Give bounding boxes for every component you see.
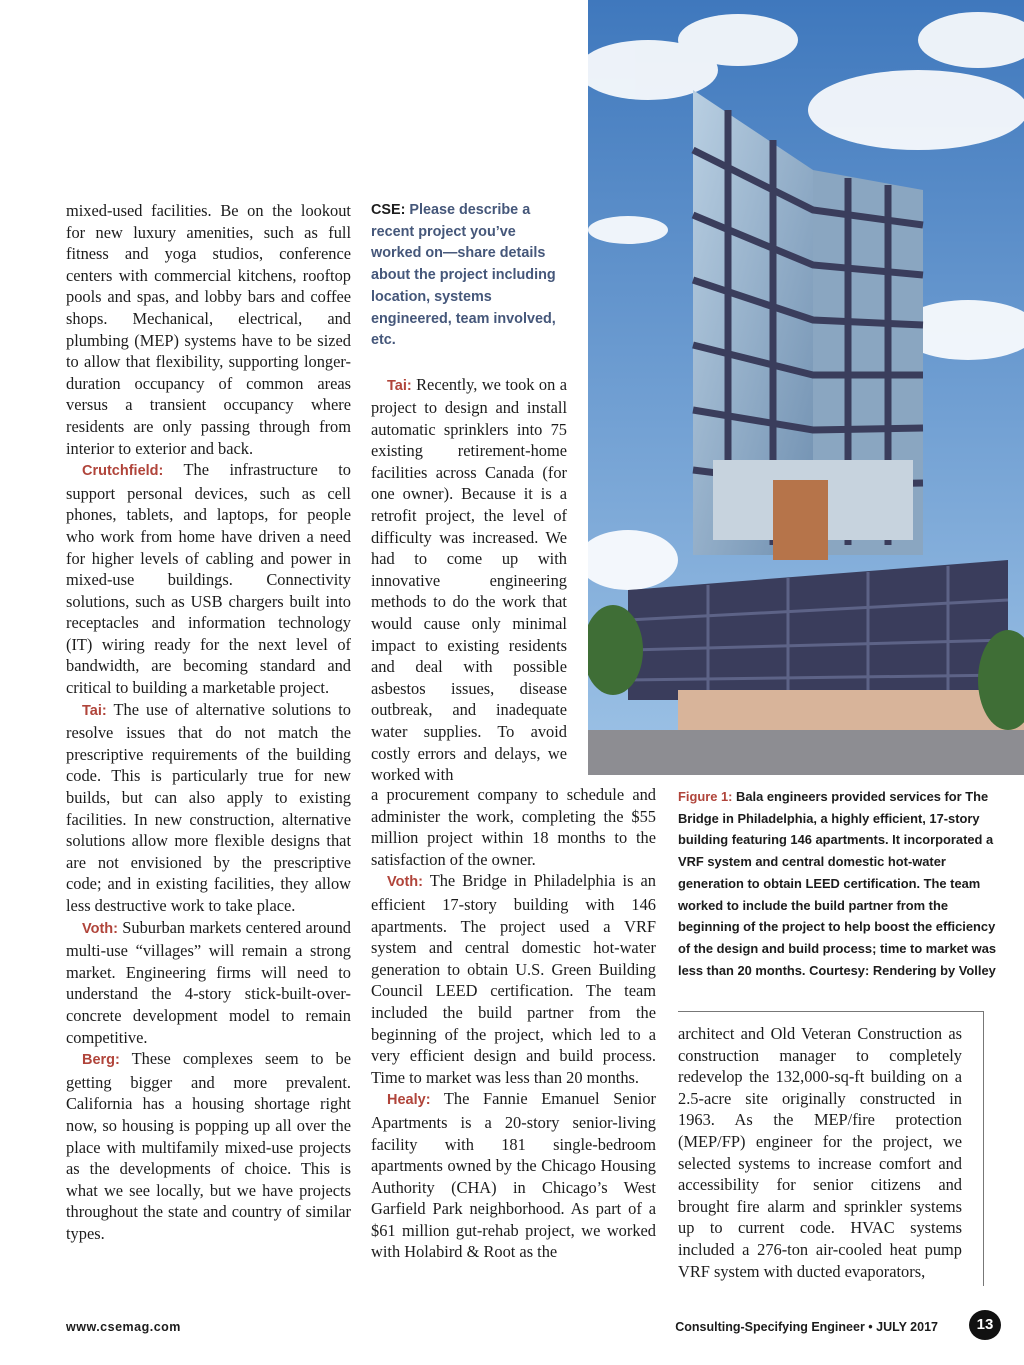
- figure-caption: [678, 786, 1008, 981]
- footer-website-link[interactable]: www.csemag.com: [66, 1320, 181, 1334]
- speaker-name: Berg:: [82, 1052, 120, 1069]
- paragraph: Crutchfield: The infrastructure to support personal devices, such as cell phones, tablets, and laptops, for people who work from home have driven a need for higher levels of cabling and power in mixed-use buildings. Connectivity solutions, such as USB chargers built into receptacles and information technology (IT) wiring ready for the next level of bandwidth, are becoming standard and critical to building a marketable project.: [66, 460, 351, 698]
- page-number-badge: 13: [969, 1310, 1001, 1340]
- paragraph: architect and Old Veteran Construction as construction manager to completely redevelop the 132,000-sq-ft building on a 2.5-acre site originally constructed in 1963. As the MEP/fire protection (MEP/FP) engineer for the project, we selected systems to increase comfort and accessibility for senior citizens and brought fire alarm and sprinkler systems up to current code. HVAC systems included a 276-ton air-cooled heat pump VRF system with ducted evaporators,: [678, 1024, 962, 1281]
- article-column-1: [66, 200, 351, 1245]
- speaker-name: Voth:: [82, 920, 118, 937]
- speaker-name: Crutchfield:: [82, 463, 164, 480]
- caption-text: Bala engineers provided services for The Bridge in Philadelphia, a highly efficient, 17-story building featuring 146 apartments. It incorporated a VRF system and central domestic hot-water generation to obtain LEED certification. The team worked to include the build partner from the beginning of the project to help boost the efficiency of the design and build process; time to market was less than 20 months. Courtesy: Rendering by Volley: [678, 789, 997, 978]
- speaker-name: Tai:: [82, 702, 107, 719]
- speaker-name: Voth:: [387, 874, 423, 891]
- article-column-3: [678, 1023, 962, 1282]
- article-column-2-bottom: [371, 784, 656, 1263]
- divider: [983, 1011, 984, 1286]
- article-column-2-top: [371, 200, 567, 786]
- building-rendering-photo: [588, 0, 1024, 775]
- speaker-name: Healy:: [387, 1092, 431, 1109]
- interview-question: CSE: Please describe a recent project you’ve worked on—share details about the project including location, systems engineered, team involved, etc.: [371, 202, 556, 349]
- figure-label: Figure 1:: [678, 789, 733, 804]
- paragraph: Tai: Recently, we took on a project to design and install automatic sprinklers into 75 existing retirement-home facilities across Canada (for one owner). Because it is a retrofit project, the level of difficulty was increased. We had to come up with innovative engineering methods to do the work that would cause only minimal impact to existing residents and deal with possible asbestos issues, disease outbreak, and inadequate water supplies. To avoid costly errors and delays, we worked with: [371, 374, 567, 785]
- speaker-name: Tai:: [387, 377, 412, 394]
- paragraph: Voth: Suburban markets centered around multi-use “villages” will remain a strong market. Engineering firms will need to understand the 4-story stick-built-over-concrete development model to remain competitive.: [66, 917, 351, 1047]
- paragraph: Voth: The Bridge in Philadelphia is an efficient 17-story building with 146 apartments. The project used a VRF system and central domestic hot-water generation to obtain U.S. Green Building Council LEED certification. The team included the build partner from the beginning of the project, which led to a very efficient design and build process. Time to market was less than 20 months.: [371, 871, 656, 1087]
- divider: [678, 1011, 984, 1012]
- footer-magazine-issue: Consulting-Specifying Engineer • JULY 2017: [675, 1320, 938, 1334]
- paragraph: mixed-used facilities. Be on the lookout for new luxury amenities, such as full fitness and yoga studios, conference centers with commercial kitchens, rooftop pools and spas, and lobby bars and coffee shops. Mechanical, electrical, and plumbing (MEP) systems have to be sized to allow that flexibility, supporting longer-duration occupancy of common areas versus a transient occupancy where residents are only passing through from interior to exterior and back.: [66, 201, 351, 458]
- paragraph: Berg: These complexes seem to be getting bigger and more prevalent. California has a housing shortage right now, so housing is popping up all over the place with multifamily mixed-use projects as the developments of choice. This is what we see locally, but we have projects throughout the state and country of similar types.: [66, 1049, 351, 1243]
- paragraph: a procurement company to schedule and administer the work, completing the $55 million project within 18 months to the satisfaction of the owner.: [371, 785, 656, 869]
- paragraph: Healy: The Fannie Emanuel Senior Apartments is a 20-story senior-living facility with 181 single-bedroom apartments owned by the Chicago Housing Authority (CHA) in Chicago’s West Garfield Park neighborhood. As part of a $61 million gut-rehab project, we worked with Holabird & Root as the: [371, 1089, 656, 1262]
- paragraph: Tai: The use of alternative solutions to resolve issues that do not match the prescriptive requirements of the building code. This is particularly true for new builds, but can also apply to existing facilities. In new construction, alternative solutions allow more flexible designs that are not envisioned by the prescriptive code; and in existing facilities, they allow less destructive work to take place.: [66, 699, 351, 915]
